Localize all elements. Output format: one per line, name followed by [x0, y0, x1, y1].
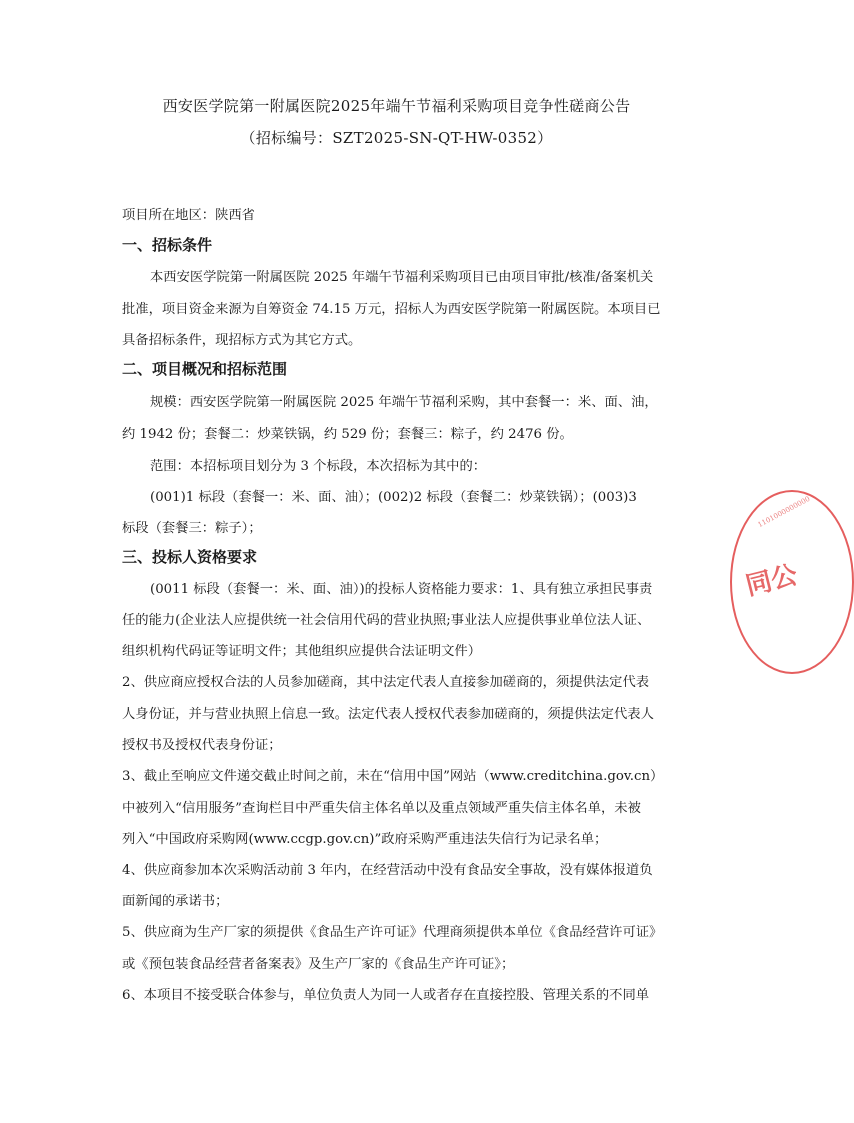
paragraph-line: 3、截止至响应文件递交截止时间之前，未在“信用中国”网站（www.creditchina.gov.cn）: [122, 769, 664, 784]
paragraph-line: 具备招标条件，现招标方式为其它方式。: [122, 333, 362, 348]
paragraph-line: 范围：本招标项目划分为 3 个标段，本次招标为其中的：: [150, 459, 487, 474]
paragraph-line: 组织机构代码证等证明文件；其他组织应提供合法证明文件）: [122, 644, 482, 659]
paragraph-line: 4、供应商参加本次采购活动前 3 年内，在经营活动中没有食品安全事故，没有媒体报道负: [122, 863, 653, 878]
paragraph-line: 任的能力(企业法人应提供统一社会信用代码的营业执照;事业法人应提供事业单位法人证、: [122, 613, 651, 628]
document-title: 西安医学院第一附属医院2025年端午节福利采购项目竞争性磋商公告: [162, 97, 631, 115]
paragraph-line: 约 1942 份；套餐二：炒菜铁锅，约 529 份；套餐三：粽子，约 2476 份。: [122, 427, 573, 442]
section-heading-1: 一、招标条件: [122, 236, 213, 254]
paragraph-line: 2、供应商应授权合法的人员参加磋商，其中法定代表人直接参加磋商的，须提供法定代表: [122, 675, 650, 690]
tender-code: （招标编号：SZT2025-SN-QT-HW-0352）: [240, 129, 553, 147]
paragraph-line: 面新闻的承诺书；: [122, 894, 229, 909]
section-heading-3: 三、投标人资格要求: [122, 548, 258, 566]
paragraph-line: 中被列入“信用服务”查询栏目中严重失信主体名单以及重点领域严重失信主体名单，未被: [122, 801, 641, 816]
paragraph-line: (001)1 标段（套餐一：米、面、油）；(002)2 标段（套餐二：炒菜铁锅）；(003)3: [150, 490, 637, 505]
seal-arc-text: 1101000000000: [756, 494, 812, 530]
paragraph-line: 授权书及授权代表身份证；: [122, 738, 282, 753]
paragraph-line: 规模：西安医学院第一附属医院 2025 年端午节福利采购，其中套餐一：米、面、油，: [150, 395, 658, 410]
section-heading-2: 二、项目概况和招标范围: [122, 360, 288, 378]
paragraph-line: 批准，项目资金来源为自筹资金 74.15 万元，招标人为西安医学院第一附属医院。本项目已: [122, 302, 661, 317]
project-region: 项目所在地区：陕西省: [122, 208, 255, 223]
paragraph-line: (0011 标段（套餐一：米、面、油）)的投标人资格能力要求：1、具有独立承担民事责: [150, 582, 653, 597]
paragraph-line: 或《预包装食品经营者备案表》及生产厂家的《食品生产许可证》；: [122, 957, 515, 972]
paragraph-line: 本西安医学院第一附属医院 2025 年端午节福利采购项目已由项目审批/核准/备案机关: [150, 270, 654, 285]
paragraph-line: 6、本项目不接受联合体参与，单位负责人为同一人或者存在直接控股、管理关系的不同单: [122, 988, 650, 1003]
seal-text: 同公: [742, 560, 801, 602]
paragraph-line: 5、供应商为生产厂家的须提供《食品生产许可证》代理商须提供本单位《食品经营许可证》: [122, 925, 663, 940]
paragraph-line: 列入“中国政府采购网(www.ccgp.gov.cn)”政府采购严重违法失信行为记录名单；: [122, 832, 608, 847]
paragraph-line: 人身份证，并与营业执照上信息一致。法定代表人授权代表参加磋商的，须提供法定代表人: [122, 707, 654, 722]
paragraph-line: 标段（套餐三：粽子）；: [122, 521, 262, 536]
